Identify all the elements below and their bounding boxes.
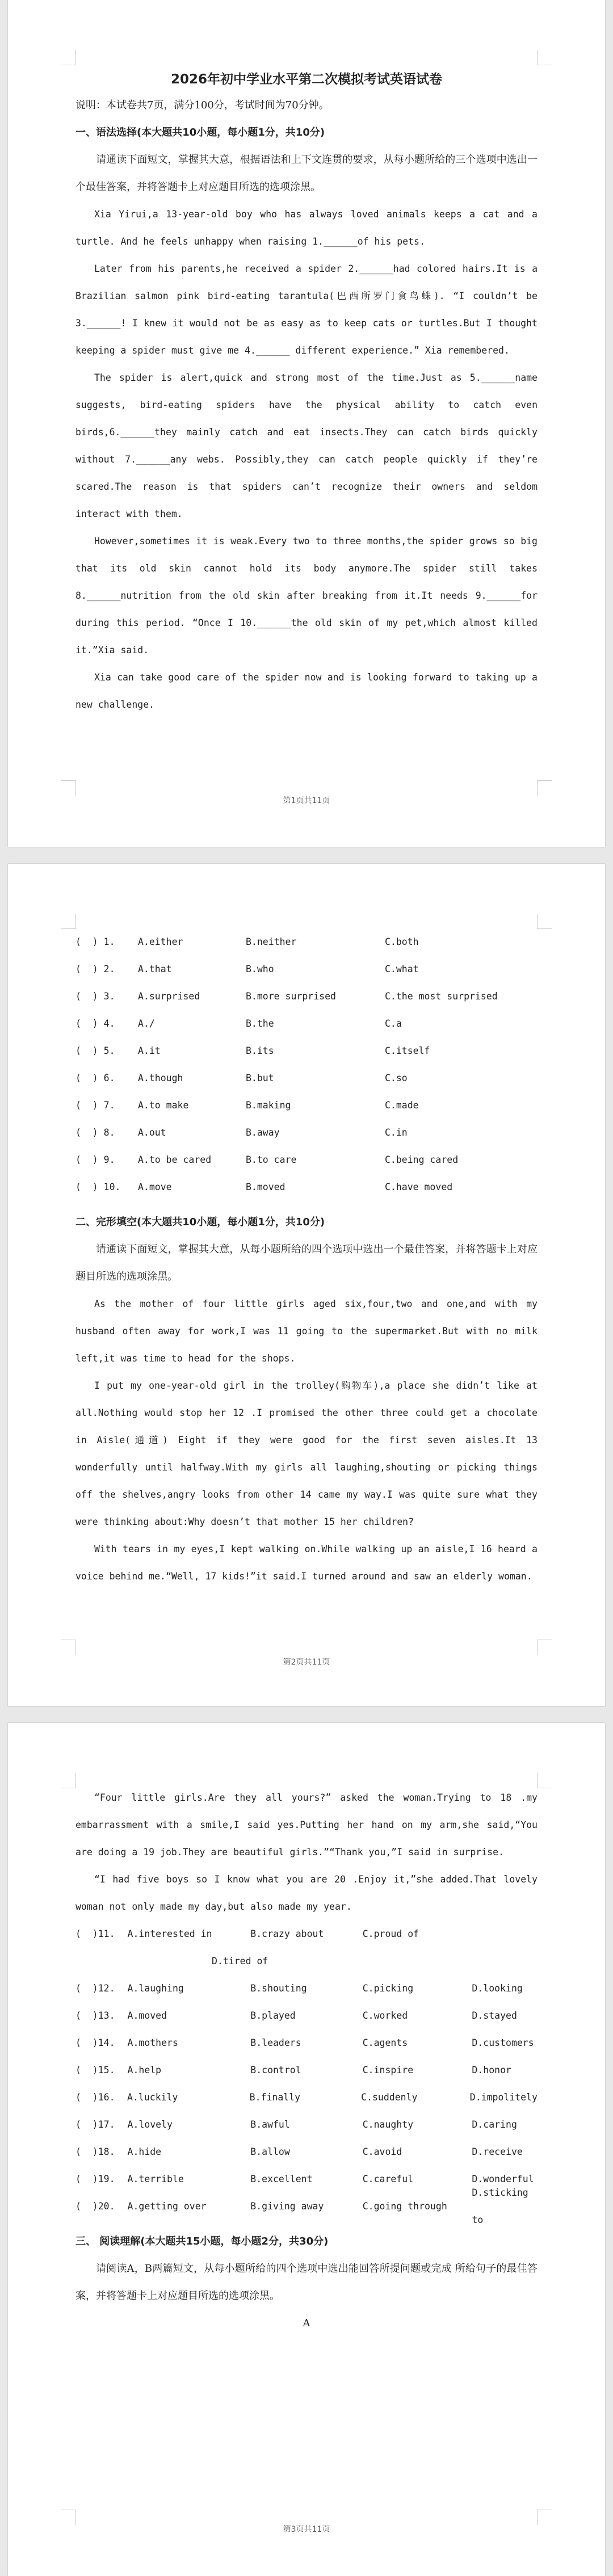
option-c: C.so	[385, 1073, 408, 1083]
option-a: A.to be cared	[138, 1154, 212, 1165]
option-a: A.move	[138, 1182, 172, 1192]
question-number: ( )11.	[75, 1928, 115, 1939]
option-b: B.allow	[250, 2146, 290, 2157]
margin-mark	[537, 2510, 552, 2525]
question-number: ( ) 5.	[75, 1045, 115, 1056]
section-3-intro: 请阅读A，B两篇短文，从每小题所给的四个选项中选出能回答所提问题或完成 所给句子的最佳答案，并将答题卡上对应题目所选的选项涂黑。	[75, 2263, 538, 2302]
option-row	[75, 1975, 538, 2002]
option-d: D.looking	[472, 1983, 523, 1994]
option-b: B.more surprised	[246, 991, 336, 1002]
section-1-intro: 请通读下面短文，掌握其大意，根据语法和上下文连贯的要求，从每小题所给的三个选项中选出一个最佳答案，并将答题卡上对应题目所选的选项涂黑。	[75, 154, 538, 193]
option-c: C.both	[385, 936, 419, 947]
question-number: ( ) 2.	[75, 964, 115, 974]
option-a: A.luckily	[127, 2092, 178, 2103]
option-d: D.wonderful	[472, 2174, 534, 2184]
option-a: A.lovely	[127, 2119, 173, 2130]
question-number: ( )18.	[75, 2146, 115, 2157]
option-c: C.being cared	[385, 1154, 459, 1165]
option-c: C.in	[385, 1127, 408, 1138]
margin-mark	[537, 1773, 552, 1788]
option-row	[75, 956, 538, 983]
option-b: B.its	[246, 1045, 274, 1056]
option-a: A.that	[138, 964, 172, 974]
question-number: ( )19.	[75, 2174, 115, 2184]
grammar-options-list	[75, 928, 538, 1201]
option-b: B.leaders	[250, 2037, 301, 2048]
option-b: B.the	[246, 1018, 274, 1029]
option-a: A.out	[138, 1127, 166, 1138]
question-number: ( )12.	[75, 1983, 115, 1994]
option-a: A.surprised	[138, 991, 200, 1002]
option-row	[75, 1146, 538, 1174]
option-a: A.either	[138, 936, 183, 947]
option-c: C.made	[385, 1100, 419, 1111]
option-b: B.making	[246, 1100, 291, 1111]
option-b: B.played	[250, 2010, 296, 2021]
document-page-1	[8, 0, 605, 847]
option-c: C.naughty	[362, 2119, 414, 2130]
margin-mark	[537, 914, 552, 929]
option-d: D.impolitely	[469, 2092, 538, 2103]
option-row	[75, 2111, 538, 2138]
option-row	[75, 1119, 538, 1146]
question-number: ( ) 3.	[75, 991, 115, 1002]
margin-mark	[61, 914, 76, 929]
question-number: ( )15.	[75, 2065, 115, 2075]
option-c: C.agents	[362, 2037, 408, 2048]
page-number: 第3页共11页	[283, 2525, 330, 2534]
option-c: C.proud of	[362, 1928, 419, 1939]
option-a: A.terrible	[127, 2174, 184, 2184]
question-number: ( )14.	[75, 2037, 115, 2048]
option-b: B.neither	[246, 936, 297, 947]
margin-mark	[61, 1773, 76, 1788]
option-a: A.mothers	[127, 2037, 178, 2048]
question-number: ( )20.	[75, 2201, 115, 2212]
option-c: C.a	[385, 1018, 402, 1029]
passage-paragraph: Later from his parents,he received a spider 2.______had colored hairs.It is a Brazilian salmon pink bird-eating tarantula(巴西所罗门食鸟蛛). “I couldn’t be 3.______! I knew it would not be as easy as to keep cats or turtles.But I thought keeping a spider must give me 4.______ different experience.” Xia remembered.	[75, 263, 538, 356]
option-c: C.going through	[362, 2201, 447, 2212]
option-b: B.giving away	[250, 2201, 324, 2212]
option-c: C.picking	[362, 1983, 414, 1994]
passage-paragraph: Xia Yirui,a 13-year-old boy who has always loved animals keeps a cat and a turtle. And he feels unhappy when raising 1.______of his pets.	[75, 209, 538, 247]
option-c: C.suddenly	[361, 2092, 418, 2103]
option-b: B.who	[246, 964, 274, 974]
cloze-options-list	[75, 1921, 538, 2225]
document-page-3	[8, 1723, 605, 2576]
passage-paragraph: As the mother of four little girls aged six,four,two and one,and with my husband often away for work,I was 11 going to the supermarket.But with no milk left,it was time to head for the shops.	[75, 1298, 538, 1364]
question-number: ( )17.	[75, 2119, 115, 2130]
option-b: B.away	[246, 1127, 280, 1138]
option-row	[75, 983, 538, 1010]
option-row	[75, 1037, 538, 1065]
option-a: A.it	[138, 1045, 161, 1056]
option-row	[75, 1065, 538, 1092]
option-row	[75, 2084, 538, 2111]
option-a: A.moved	[127, 2010, 167, 2021]
section-2-title: 二、完形填空(本大题共10小题，每小题1分，共10分)	[75, 1216, 325, 1228]
option-c: C.careful	[362, 2174, 414, 2184]
option-b: B.awful	[250, 2119, 290, 2130]
question-number: ( )16.	[75, 2092, 115, 2103]
option-a: A.though	[138, 1073, 183, 1083]
margin-mark	[61, 2510, 76, 2525]
option-row	[75, 2187, 538, 2225]
exam-instructions: 说明：本试卷共7页，满分100分，考试时间为70分钟。	[75, 99, 329, 111]
option-row	[75, 2002, 538, 2029]
passage-paragraph: Xia can take good care of the spider now and is looking forward to taking up a new challenge.	[75, 672, 538, 710]
margin-mark	[61, 1640, 76, 1655]
option-a: A.laughing	[127, 1983, 184, 1994]
option-a: A.getting over	[127, 2201, 207, 2212]
option-b: B.moved	[246, 1182, 285, 1192]
option-row	[75, 928, 538, 956]
question-number: ( ) 8.	[75, 1127, 115, 1138]
question-number: ( )13.	[75, 2010, 115, 2021]
section-3-title: 三、 阅读理解(本大题共15小题，每小题2分，共30分)	[75, 2235, 329, 2247]
section-1-title: 一、语法选择(本大题共10小题，每小题1分，共10分)	[75, 127, 325, 138]
option-a: A.to make	[138, 1100, 189, 1111]
question-number: ( ) 6.	[75, 1073, 115, 1083]
option-a: A./	[138, 1018, 155, 1029]
option-b: B.but	[246, 1073, 274, 1083]
question-number: ( ) 1.	[75, 936, 115, 947]
document-page-2	[8, 864, 605, 1706]
option-row	[75, 1010, 538, 1037]
option-c: C.itself	[385, 1045, 430, 1056]
option-c: C.inspire	[362, 2065, 414, 2075]
passage-paragraph: With tears in my eyes,I kept walking on.While walking up an aisle,I 16 heard a voice behind me.“Well, 17 kids!”it said.I turned around and saw an elderly woman.	[75, 1544, 538, 1582]
passage-paragraph: “Four little girls.Are they all yours?” asked the woman.Trying to 18 .my embarrassment with a smile,I said yes.Putting her hand on my arm,she said,“You are doing a 19 job.They are beautiful girls.”“Thank you,”I said in surprise.	[75, 1792, 538, 1858]
option-c: C.have moved	[385, 1182, 453, 1192]
margin-mark	[537, 780, 552, 796]
option-a: A.help	[127, 2065, 162, 2075]
option-row	[75, 2166, 538, 2193]
option-b: B.crazy about	[250, 1928, 324, 1939]
option-d: D.caring	[472, 2119, 517, 2130]
option-d: D.stayed	[472, 2010, 517, 2021]
option-row	[75, 1174, 538, 1201]
passage-paragraph: However,sometimes it is weak.Every two to three months,the spider grows so big that its old skin cannot hold its body anymore.The spider still takes 8.______nutrition from the old skin after breaking from it.It needs 9.______for during this period. “Once I 10.______the old skin of my pet,which almost killed it.”Xia said.	[75, 536, 538, 655]
option-b: B.shouting	[250, 1983, 307, 1994]
option-b: B.to care	[246, 1154, 297, 1165]
option-row	[75, 2057, 538, 2084]
passage-paragraph: The spider is alert,quick and strong most of the time.Just as 5.______name suggests, bird-eating spiders have the physical ability to catch even birds,6.______they mainly catch and eat insects.They can catch birds quickly without 7.______any webs. Possibly,they can catch people quickly if they’re scared.The reason is that spiders can’t recognize their owners and seldom interact with them.	[75, 372, 538, 519]
margin-mark	[537, 1640, 552, 1655]
option-c: C.what	[385, 964, 419, 974]
section-2-intro: 请通读下面短文，掌握其大意，从每小题所给的四个选项中选出一个最佳答案，并将答题卡上对应题目所选的选项涂黑。	[75, 1243, 538, 1283]
option-d: D.receive	[472, 2146, 523, 2157]
question-number: ( ) 4.	[75, 1018, 115, 1029]
option-row	[75, 2138, 538, 2166]
margin-mark	[61, 50, 76, 65]
passage-paragraph: I put my one-year-old girl in the trolley(购物车),a place she didn’t like at all.Nothing would stop her 12 .I promised the other three could get a chocolate in Aisle(通道) Eight if they were good for the first seven aisles.It 13 wonderfully until halfway.With my girls all laughing,shouting or picking things off the shelves,angry looks from other 14 came my way.I was quite sure what they were thinking about:Why doesn’t that mother 15 her children?	[75, 1380, 538, 1527]
question-number: ( ) 7.	[75, 1100, 115, 1111]
page-number: 第1页共11页	[283, 796, 330, 805]
option-d: D.honor	[472, 2065, 511, 2075]
option-a: A.interested in	[127, 1928, 212, 1939]
question-number: ( ) 10.	[75, 1182, 121, 1192]
option-d: D.sticking to	[472, 2187, 528, 2225]
option-d: D.customers	[472, 2037, 534, 2048]
passage-paragraph: “I had five boys so I know what you are 20 .Enjoy it,”she added.That lovely woman not only made my day,but also made my year.	[75, 1874, 538, 1912]
margin-mark	[537, 50, 552, 65]
margin-mark	[61, 780, 76, 796]
passage-label: A	[303, 2317, 310, 2329]
option-a: A.hide	[127, 2146, 162, 2157]
option-d: D.tired of	[212, 1956, 268, 1966]
option-b: B.control	[250, 2065, 301, 2075]
option-row	[75, 1092, 538, 1119]
page-number: 第2页共11页	[283, 1658, 330, 1667]
question-number: ( ) 9.	[75, 1154, 115, 1165]
option-row	[75, 2029, 538, 2057]
exam-title: 2026年初中学业水平第二次模拟考试英语试卷	[170, 72, 442, 87]
option-c: C.the most surprised	[385, 991, 498, 1002]
option-c: C.avoid	[362, 2146, 402, 2157]
option-c: C.worked	[362, 2010, 408, 2021]
option-b: B.finally	[249, 2092, 301, 2103]
option-row	[75, 1921, 538, 1948]
option-b: B.excellent	[250, 2174, 313, 2184]
